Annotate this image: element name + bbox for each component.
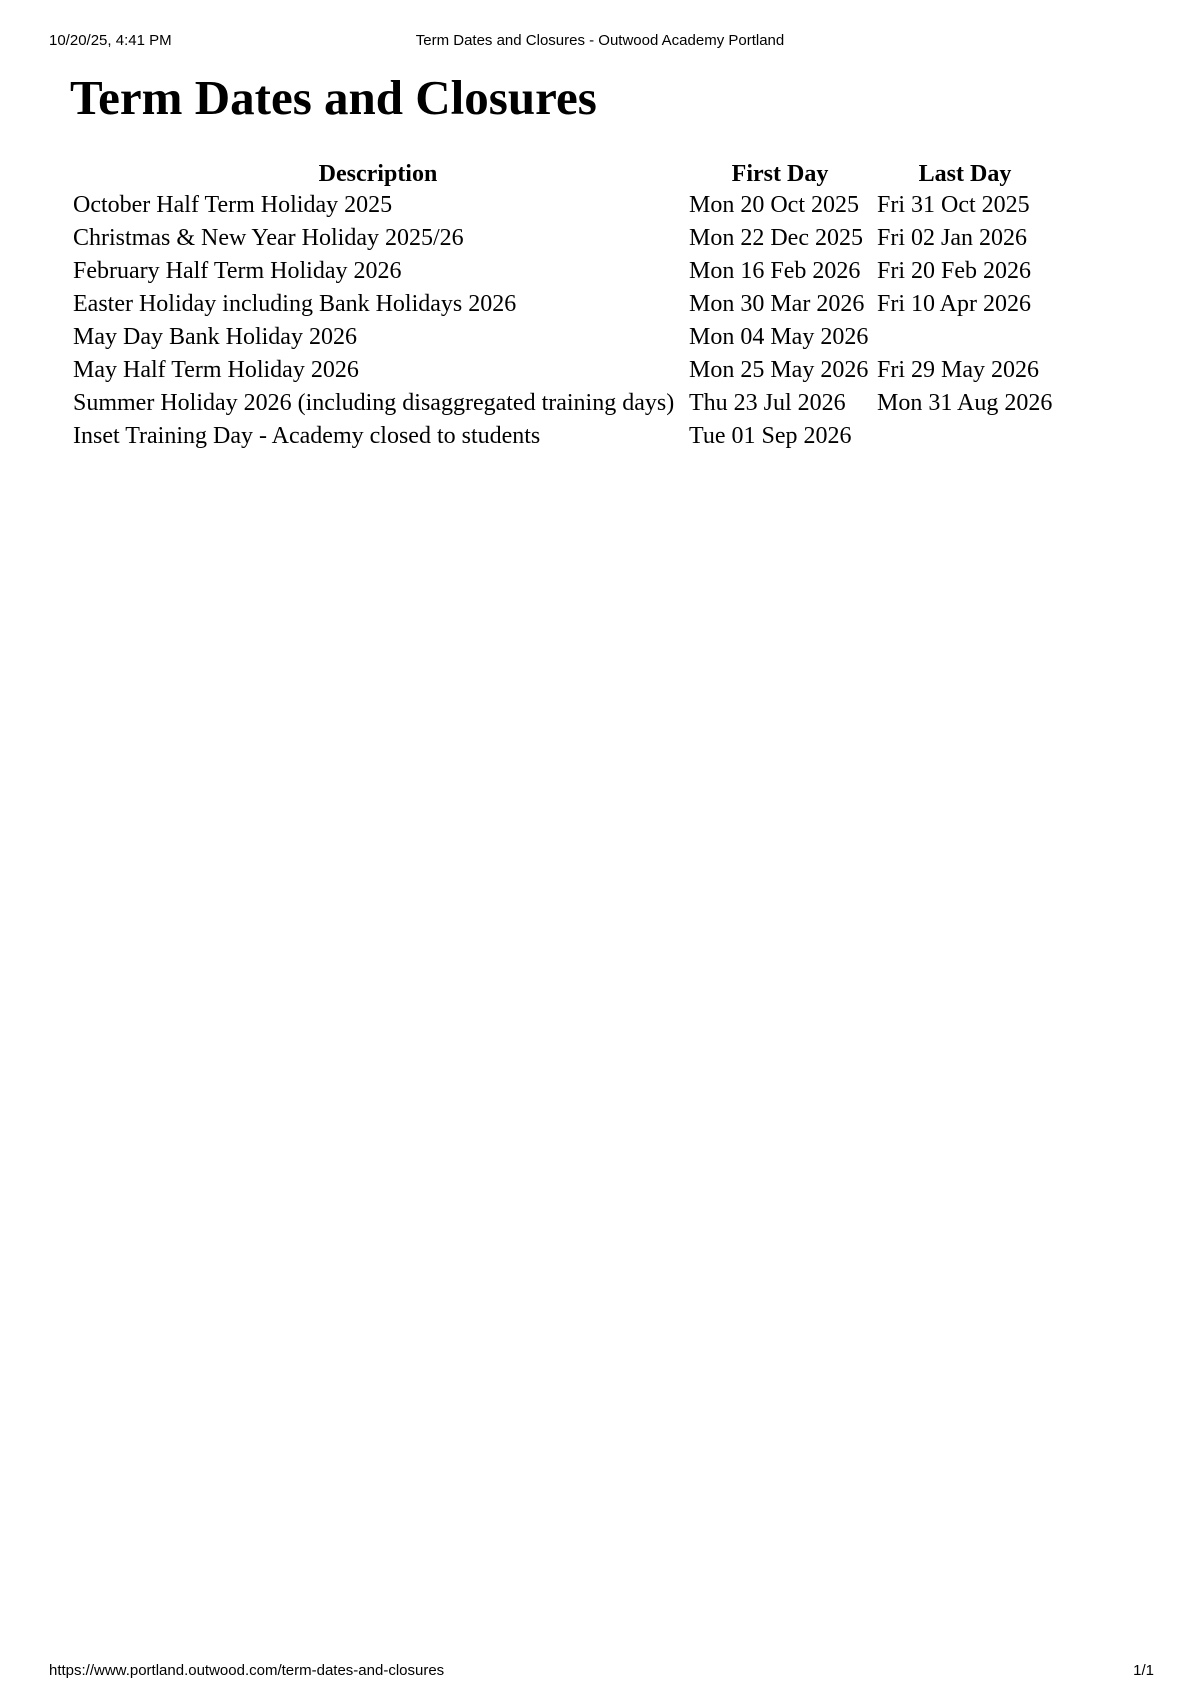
table-row (70, 257, 1056, 290)
row-first-day: Mon 30 Mar 2026 (689, 291, 865, 317)
term-dates-table (70, 160, 1056, 455)
print-datetime: 10/20/25, 4:41 PM (49, 32, 172, 49)
print-page-number: 1/1 (1133, 1662, 1154, 1679)
row-last-day: Fri 02 Jan 2026 (877, 225, 1027, 251)
row-description: Easter Holiday including Bank Holidays 2026 (73, 291, 517, 317)
row-description: May Half Term Holiday 2026 (73, 357, 359, 383)
page-title: Term Dates and Closures (70, 70, 597, 125)
page-content (70, 66, 1130, 449)
row-first-day: Tue 01 Sep 2026 (689, 423, 852, 449)
row-first-day: Mon 04 May 2026 (689, 324, 869, 350)
row-description: Inset Training Day - Academy closed to students (73, 423, 541, 449)
table-row (70, 422, 1056, 455)
row-description: February Half Term Holiday 2026 (73, 258, 402, 284)
row-first-day: Mon 22 Dec 2025 (689, 225, 863, 251)
row-first-day: Mon 20 Oct 2025 (689, 192, 859, 218)
table-row (70, 191, 1056, 224)
row-last-day: Fri 31 Oct 2025 (877, 192, 1030, 218)
table-header-row (70, 160, 1056, 191)
column-header-first-day: First Day (731, 161, 829, 187)
row-description: Summer Holiday 2026 (including disaggregated training days) (73, 390, 675, 416)
print-page-url: https://www.portland.outwood.com/term-dates-and-closures (49, 1662, 445, 1679)
row-last-day: Mon 31 Aug 2026 (877, 390, 1053, 416)
row-description: May Day Bank Holiday 2026 (73, 324, 357, 350)
row-first-day: Mon 25 May 2026 (689, 357, 869, 383)
row-first-day: Thu 23 Jul 2026 (689, 390, 846, 416)
row-last-day: Fri 29 May 2026 (877, 357, 1039, 383)
row-last-day (874, 422, 1056, 455)
row-last-day: Fri 10 Apr 2026 (877, 291, 1032, 317)
table-row (70, 290, 1056, 323)
row-first-day: Mon 16 Feb 2026 (689, 258, 861, 284)
row-last-day: Fri 20 Feb 2026 (877, 258, 1032, 284)
print-document-title: Term Dates and Closures - Outwood Academy Portland (415, 32, 785, 49)
table-row (70, 224, 1056, 257)
row-last-day (874, 323, 1056, 356)
row-description: October Half Term Holiday 2025 (73, 192, 393, 218)
column-header-last-day: Last Day (918, 161, 1012, 187)
print-footer (0, 1661, 1200, 1681)
table-row (70, 323, 1056, 356)
table-row (70, 389, 1056, 422)
print-header (0, 31, 1200, 51)
table-row (70, 356, 1056, 389)
column-header-description: Description (318, 161, 438, 187)
row-description: Christmas & New Year Holiday 2025/26 (73, 225, 464, 251)
